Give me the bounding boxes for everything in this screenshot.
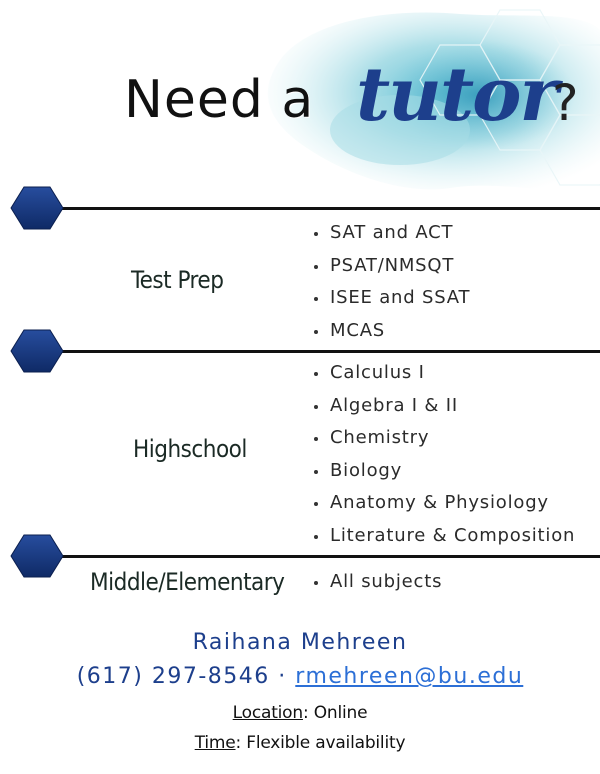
hexagon-icon — [10, 533, 64, 579]
hexagon-icon — [10, 328, 64, 374]
highschool-list — [314, 362, 575, 557]
time-label: Time — [194, 733, 236, 753]
list-item: SAT and ACT — [314, 222, 470, 255]
time-line: Time: Flexible availability — [194, 733, 406, 753]
email-link[interactable]: rmehreen@bu.edu — [295, 664, 524, 689]
section-divider — [36, 555, 600, 558]
section-label-middle-elementary: Middle/Elementary — [90, 568, 285, 596]
contact-line — [0, 664, 600, 689]
list-item: Calculus I — [314, 362, 575, 395]
hexagon-icon — [10, 185, 64, 231]
title-need-a: Need a — [124, 70, 315, 130]
list-item: ISEE and SSAT — [314, 287, 470, 320]
title-question-mark: ? — [552, 74, 579, 132]
list-item: Anatomy & Physiology — [314, 492, 575, 525]
phone-number: (617) 297-8546 — [76, 664, 270, 689]
list-item: MCAS — [314, 320, 470, 353]
tutor-name: Raihana Mehreen — [192, 630, 408, 655]
list-item: All subjects — [314, 571, 442, 604]
section-divider — [36, 207, 600, 210]
list-item: PSAT/NMSQT — [314, 255, 470, 288]
list-item: Literature & Composition — [314, 525, 575, 558]
middle-elementary-list — [314, 571, 442, 604]
section-label-highschool: Highschool — [133, 435, 247, 463]
location-line: Location: Online — [232, 703, 368, 723]
location-value: Online — [313, 703, 368, 723]
section-label-test-prep: Test Prep — [131, 266, 224, 294]
list-item: Biology — [314, 460, 575, 493]
separator-dot: · — [278, 664, 287, 689]
test-prep-list — [314, 222, 470, 352]
section-divider — [36, 350, 600, 353]
list-item: Chemistry — [314, 427, 575, 460]
list-item: Algebra I & II — [314, 395, 575, 428]
title-tutor: tutor — [356, 52, 557, 138]
time-value: Flexible availability — [246, 733, 406, 753]
location-label: Location — [232, 703, 303, 723]
